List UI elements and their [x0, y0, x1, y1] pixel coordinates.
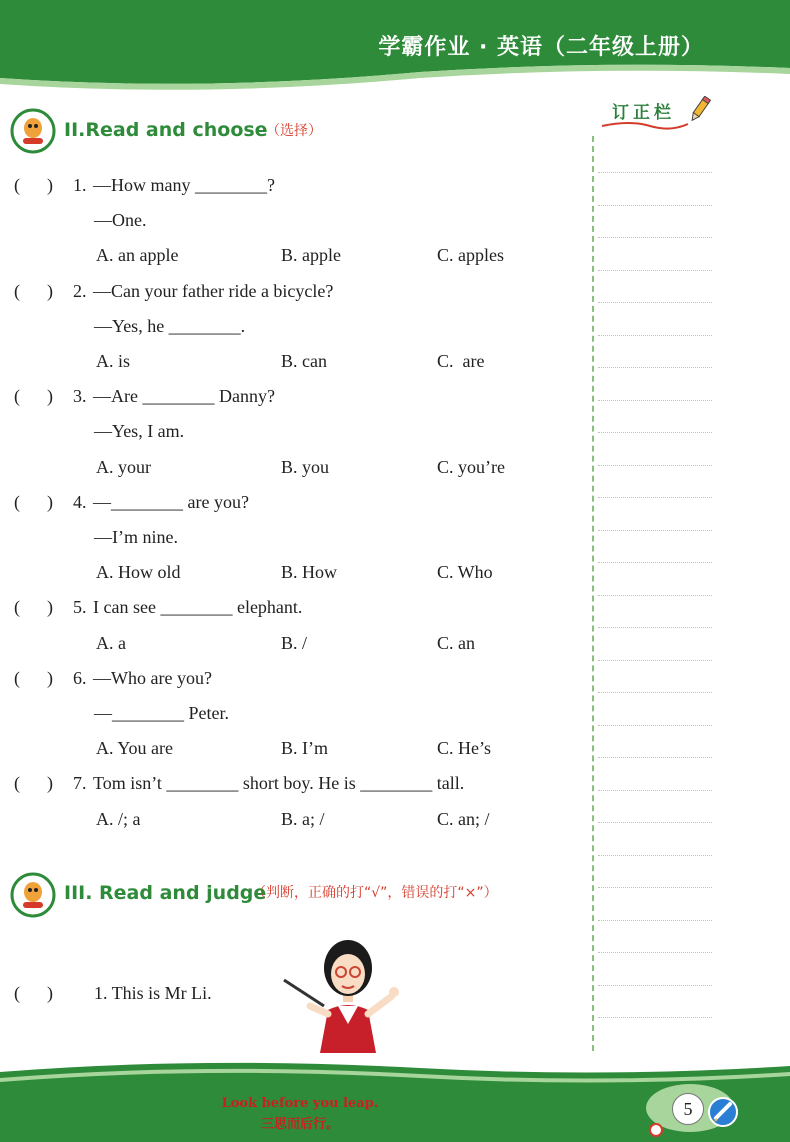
option-a: A. your [96, 456, 151, 477]
correction-line [598, 790, 712, 791]
correction-line [598, 237, 712, 238]
answer-bracket[interactable]: ( ) [14, 175, 53, 195]
option-c: C. apples [437, 245, 504, 266]
question-number: 7. [73, 773, 87, 794]
pencil-icon [688, 96, 712, 124]
section-3-note: （判断，正确的打“√”，错误的打“×”） [252, 885, 498, 901]
correction-line [598, 1017, 712, 1018]
correction-line [598, 627, 712, 628]
correction-line [598, 465, 712, 466]
question-number: 4. [73, 491, 87, 512]
option-a: A. You are [96, 738, 174, 759]
question-text: 1. This is Mr Li. [94, 983, 212, 1003]
correction-divider [592, 136, 596, 1051]
answer-bracket[interactable]: ( ) [14, 280, 53, 301]
question-line: —________ are you? [93, 491, 249, 512]
option-a: A. How old [96, 562, 181, 583]
question-number: 1. [73, 175, 87, 195]
option-b: B. a; / [281, 808, 325, 829]
correction-line [598, 562, 712, 563]
option-c: C. an [437, 632, 475, 653]
answer-bracket[interactable]: ( ) [14, 773, 53, 794]
option-c: C. are [437, 351, 485, 371]
option-b: B. / [281, 632, 308, 653]
question-line: —One. [94, 210, 147, 231]
answer-bracket[interactable]: ( ) [14, 491, 53, 512]
correction-line [598, 302, 712, 303]
correction-line [598, 530, 712, 531]
correction-line [598, 595, 712, 596]
answer-bracket[interactable]: ( ) [14, 667, 53, 688]
question-number: 2. [73, 280, 87, 301]
section-3-heading: III. Read and judge [64, 882, 267, 904]
question-line: —Yes, I am. [94, 421, 185, 442]
teacher-illustration [280, 928, 410, 1053]
option-c: C. an; / [437, 808, 490, 829]
question-number: 5. [73, 597, 87, 618]
question-line: —I’m nine. [94, 527, 178, 547]
option-b: B. apple [281, 245, 341, 266]
correction-line [598, 205, 712, 206]
answer-bracket[interactable]: ( ) [14, 597, 53, 618]
option-c: C. you’re [437, 456, 505, 477]
correction-line [598, 757, 712, 758]
mascot-icon [10, 108, 56, 154]
question-number: 3. [73, 386, 87, 407]
question-line: —How many ________? [93, 175, 275, 195]
question-line: —Yes, he ________. [94, 315, 246, 336]
option-a: A. is [96, 351, 131, 371]
pencil-badge-icon [706, 1094, 742, 1128]
correction-line [598, 855, 712, 856]
section-2-heading: II.Read and choose [64, 119, 268, 141]
option-a: A. /; a [96, 808, 141, 829]
correction-line [598, 822, 712, 823]
correction-line [598, 367, 712, 368]
answer-bracket: ( ) [14, 983, 53, 1003]
correction-line [598, 725, 712, 726]
correction-line [598, 270, 712, 271]
correction-line [598, 952, 712, 953]
footer-motto-en: Look before you leap. [221, 1096, 379, 1111]
option-b: B. How [281, 562, 338, 583]
header-title: 学霸作业 · 英语（二年级上册） [378, 35, 704, 60]
question-line: —Are ________ Danny? [93, 386, 275, 407]
correction-line [598, 920, 712, 921]
footer-motto-cn: 三思而后行。 [260, 1117, 339, 1132]
correction-line [598, 335, 712, 336]
correction-line [598, 497, 712, 498]
option-c: C. He’s [437, 738, 491, 759]
correction-title: 订正栏 [612, 103, 675, 123]
question-number: 6. [73, 667, 87, 688]
option-c: C. Who [437, 562, 493, 583]
question-line: I can see ________ elephant. [93, 597, 303, 618]
correction-underline-icon [600, 118, 690, 132]
option-b: B. can [281, 351, 327, 371]
option-a: A. an apple [96, 245, 179, 266]
section-2-note: （选择） [266, 123, 322, 139]
mascot-icon [10, 872, 56, 918]
page-number: 5 [672, 1093, 704, 1125]
correction-line [598, 400, 712, 401]
option-b: B. I’m [281, 738, 328, 759]
question-line: —Who are you? [93, 667, 212, 688]
option-b: B. you [281, 456, 330, 477]
correction-line [598, 692, 712, 693]
correction-line [598, 432, 712, 433]
question-line: —Can your father ride a bicycle? [93, 280, 334, 301]
answer-bracket[interactable]: ( ) [14, 386, 53, 407]
correction-line [598, 985, 712, 986]
correction-line [598, 660, 712, 661]
option-a: A. a [96, 632, 126, 653]
question-line: —________ Peter. [94, 703, 229, 723]
question-line: Tom isn’t ________ short boy. He is ________ tall. [93, 773, 465, 794]
correction-line [598, 172, 712, 173]
correction-line [598, 887, 712, 888]
